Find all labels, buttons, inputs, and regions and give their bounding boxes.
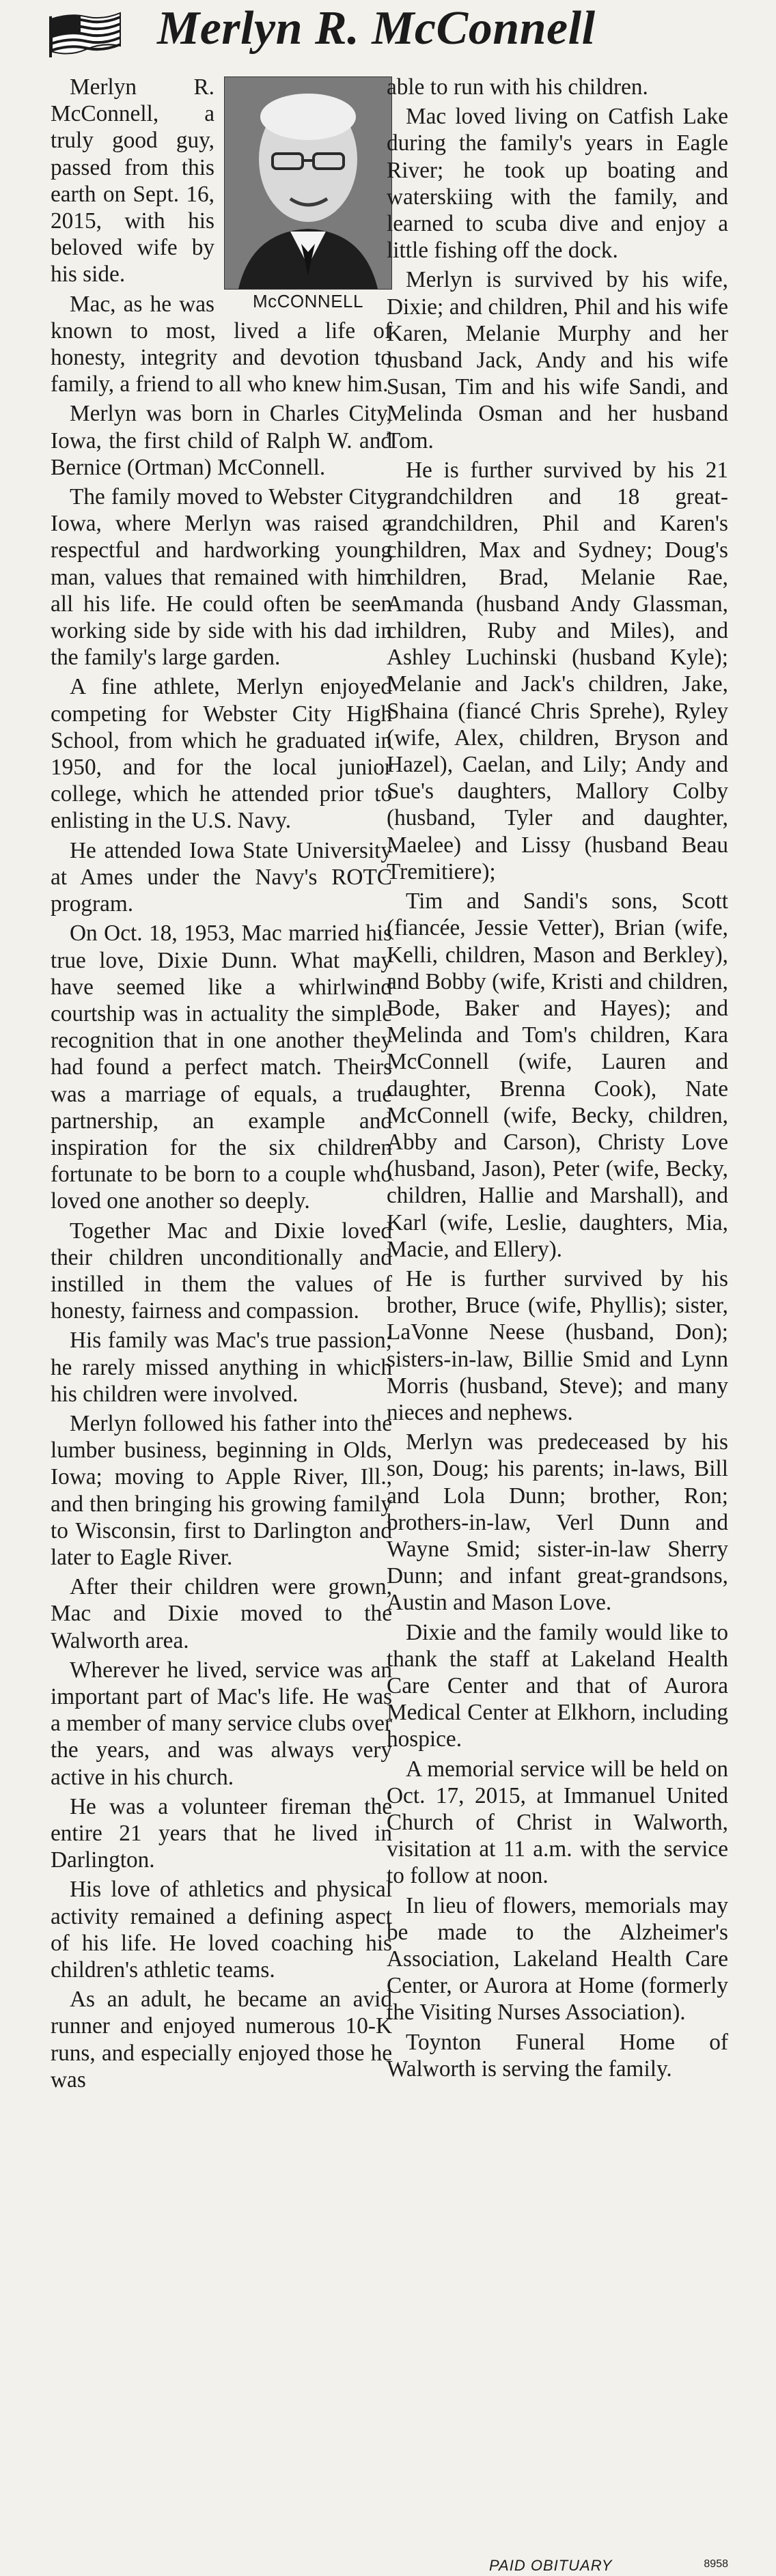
portrait-figure (224, 76, 392, 313)
paragraph: On Oct. 18, 1953, Mac married his true love, Dixie Dunn. What may have seemed like a whirlwind courtship was in actuality the simple recognition that in one another they had found a perfect match. Theirs was a marriage of equals, a true partnership, an example and inspiration for the six children fortunate to be born to a couple who loved one another so deeply. (51, 921, 392, 1214)
paragraph: His love of athletics and physical activity remained a defining aspect of his life. He loved coaching his children's athletic teams. (51, 1877, 392, 1983)
paragraph: Merlyn followed his father into the lumber business, beginning in Olds, Iowa; moving to Apple River, Ill., and then bringing his growing family to Wisconsin, first to Darlington and later to Eagle River. (51, 1410, 392, 1570)
paragraph-continuation: able to run with his children. (387, 74, 648, 100)
paragraph: The family moved to Webster City, Iowa, where Merlyn was raised a respectful and hardworking young man, values that remained with him all his life. He could often be seen working side by side with his dad in the family's large garden. (51, 484, 392, 671)
paragraph: He is further survived by his brother, Bruce (wife, Phyllis); sister, LaVonne Neese (husband, Don); sisters-in-law, Billie Smid and Lynn Morris (husband, Steve); and many nieces and nephews. (387, 1265, 728, 1425)
paragraph: Tim and Sandi's sons, Scott (fiancée, Jessie Vetter), Brian (wife, Kelli, children, Mason and Berkley), and Bobby (wife, Kristi and children, Bode, Baker and Hayes); and Melinda and Tom's children, Kara McConnell (wife, Lauren and daughter, Brenna Cook), Nate McConnell (wife, Becky, children, Abby and Carson), Christy Love (husband, Jason), Peter (wife, Becky, children, Hallie and Marshall), and Karl (wife, Leslie, daughters, Mia, Macie, and Ellery). (387, 888, 728, 1262)
portrait-photo (224, 76, 392, 290)
paragraph: Wherever he lived, service was an important part of Mac's life. He was a member of many service clubs over the years, and was always very active in his church. (51, 1657, 392, 1790)
paragraph: Merlyn was born in Charles City, Iowa, the first child of Ralph W. and Bernice (Ortman) McConnell. (51, 401, 392, 480)
paragraph: He is further survived by his 21 grandchildren and 18 great-grandchildren, Phil and Karen's children, Max and Sydney; Doug's children, Brad, Melanie Rae, Amanda (husband Andy Glassman, children, Ruby and Miles), and Ashley Luchinski (husband Kyle); Melanie and Jack's children, Jake, Shaina (fiancé Chris Sprehe), Ryley (wife, Alex, children, Bryson and Hazel), Caelan, and Lily; Andy and Sue's daughters, Mallory Colby (husband, Tyler and daughter, Maelee) and Lissy (husband Beau Tremitiere); (387, 457, 728, 884)
paragraph: Mac loved living on Catfish Lake during the family's years in Eagle River; he took up boating and waterskiing with the family, and learned to scuba dive and enjoy a little fishing off the dock. (387, 104, 728, 264)
paragraph: Dixie and the family would like to thank the staff at Lakeland Health Care Center and that of Aurora Medical Center at Elkhorn, including hospice. (387, 1619, 728, 1752)
paragraph: Merlyn is survived by his wife, Dixie; and children, Phil and his wife Karen, Melanie Murphy and her husband Jack, Andy and his wife Susan, Tim and his wife Sandi, and Melinda Osman and her husband Tom. (387, 267, 728, 453)
paragraph: Merlyn was predeceased by his son, Doug; his parents; in-laws, Bill and Lola Dunn; brother, Ron; brothers-in-law, Verl Dunn and Wayne Smid; sister-in-law Sherry Dunn; and infant great-grandsons, Austin and Mason Love. (387, 1429, 728, 1616)
paragraph: Merlyn R. McConnell, a truly good guy, passed from this earth on Sept. 16, 2015, with his beloved wife by his side. (51, 74, 214, 288)
paragraph: Together Mac and Dixie loved their children unconditionally and instilled in them the values of honesty, fairness and compassion. (51, 1218, 392, 1324)
obituary-header (0, 0, 776, 71)
paragraph: As an adult, he became an avid runner and enjoyed numerous 10-K runs, and especially enjoyed those he was (51, 1987, 392, 2092)
paragraph: He was a volunteer fireman the entire 21 years that he lived in Darlington. (51, 1793, 392, 1873)
ad-code: 8958 (704, 2558, 728, 2570)
american-flag-icon (49, 10, 122, 57)
paragraph: Toynton Funeral Home of Walworth is serving the family. (387, 2029, 728, 2082)
paragraph: After their children were grown, Mac and Dixie moved to the Walworth area. (51, 1574, 392, 1653)
paid-obituary-label: PAID OBITUARY (489, 2557, 613, 2574)
paragraph: A memorial service will be held on Oct. 17, 2015, at Immanuel United Church of Christ in Walworth, visitation at 11 a.m. with the service to follow at noon. (387, 1756, 728, 1889)
paragraph: He attended Iowa State University at Ames under the Navy's ROTC program. (51, 837, 392, 917)
paragraph: A fine athlete, Merlyn enjoyed competing for Webster City High School, from which he graduated in 1950, and for the local junior college, which he attended prior to enlisting in the U.S. Navy. (51, 674, 392, 834)
paragraph: In lieu of flowers, memorials may be made to the Alzheimer's Association, Lakeland Health Care Center, or Aurora at Home (formerly the Visiting Nurses Association). (387, 1892, 728, 2026)
right-column (387, 74, 728, 2082)
left-column (51, 74, 392, 2093)
obituary-title: Merlyn R. McConnell (157, 2, 596, 55)
paragraph: Mac, as he was known to most, lived a life of honesty, integrity and devotion to family, a friend to all who knew him. (51, 291, 392, 397)
obituary-footer (387, 2556, 728, 2575)
portrait-caption: McCONNELL (253, 291, 363, 311)
paragraph: His family was Mac's true passion; he rarely missed anything in which his children were involved. (51, 1328, 392, 1407)
